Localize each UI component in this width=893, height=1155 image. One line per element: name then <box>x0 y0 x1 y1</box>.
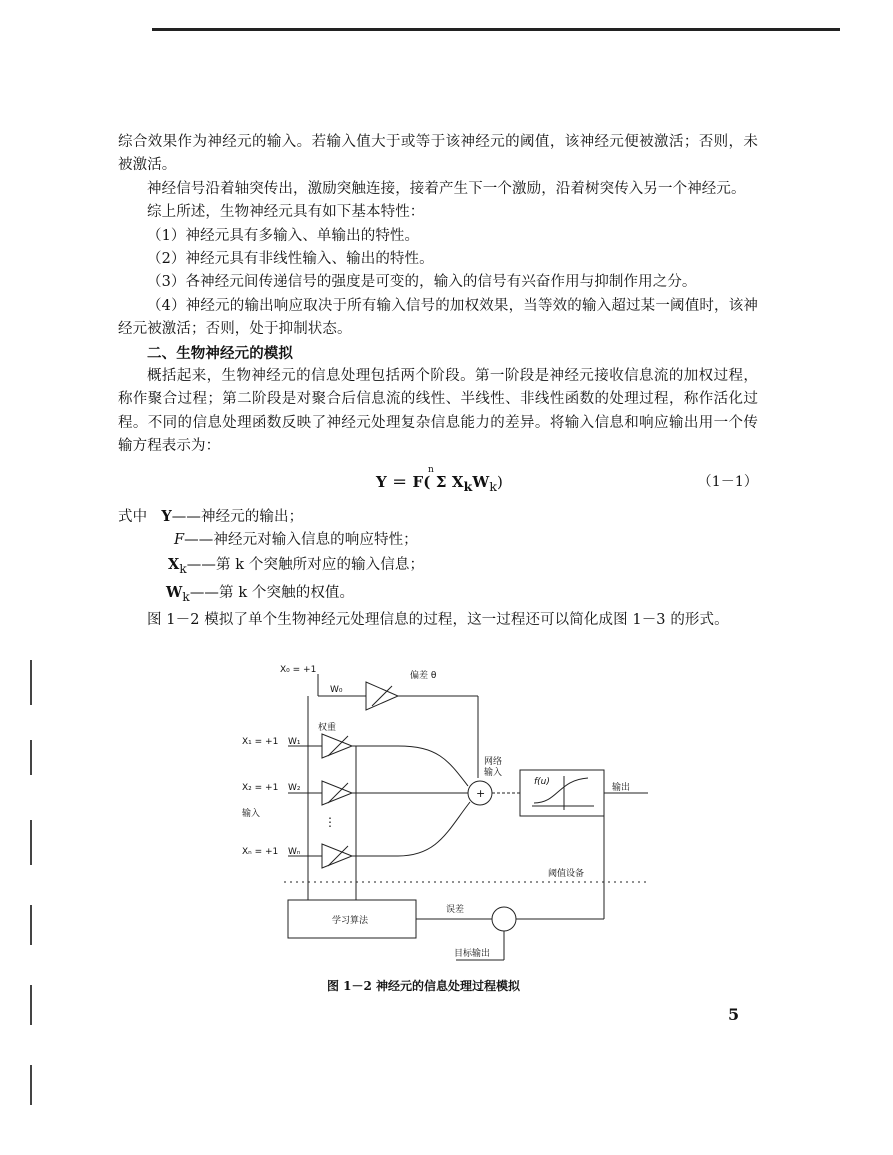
target-label: 目标输出 <box>454 949 491 959</box>
paragraph: 综上所述，生物神经元具有如下基本特性： <box>147 204 425 221</box>
input-label: 输入 <box>242 809 261 819</box>
binding-mark <box>30 660 32 705</box>
sum-symbol: + <box>476 787 486 800</box>
page-number: 5 <box>728 1005 740 1024</box>
binding-mark <box>30 740 32 775</box>
threshold-label: 阈值设备 <box>548 869 585 879</box>
x0-label: X₀ = +1 <box>280 665 317 675</box>
header-rule-gap <box>122 28 152 31</box>
weight-label: 权重 <box>318 723 337 733</box>
net-label: 网络 <box>484 757 503 767</box>
equation-number: （1－1） <box>697 473 758 490</box>
binding-mark <box>30 820 32 865</box>
learning-label: 学习算法 <box>332 916 369 926</box>
header-rule <box>122 28 840 31</box>
x2-label: X₂ = +1 <box>242 783 279 793</box>
section-heading: 二、生物神经元的模拟 <box>147 344 293 362</box>
activation-label: f(u) <box>534 777 550 787</box>
list-item: （2）神经元具有非线性输入、输出的特性。 <box>147 251 434 268</box>
list-item: （4）神经元的输出响应取决于所有输入信号的加权效果，当等效的输入超过某一阈值时，该神经元被激活；否则，处于抑制状态。 <box>118 297 758 338</box>
list-item: （3）各神经元间传递信号的强度是可变的，输入的信号有兴奋作用与抑制作用之分。 <box>147 274 697 291</box>
paragraph: 综合效果作为神经元的输入。若输入值大于或等于该神经元的阈值，该神经元便被激活；否则，未被激活。 <box>118 134 758 174</box>
neuron-diagram <box>228 660 668 976</box>
xn-label: Xₙ = +1 <box>242 847 279 857</box>
body-text <box>118 131 758 633</box>
binding-mark <box>30 1065 32 1105</box>
paragraph: 概括起来，生物神经元的信息处理包括两个阶段。第一阶段是神经元接收信息流的加权过程，称作聚合过程；第二阶段是对聚合后信息流的线性、半线性、非线性函数的处理过程，称作活化过程。不同的信息处理函数反映了神经元处理复杂信息能力的差异。将输入信息和响应输出用一个传输方程表示为： <box>118 368 758 455</box>
equation <box>118 463 758 499</box>
error-label: 误差 <box>446 905 465 915</box>
net-label: 输入 <box>484 768 503 778</box>
paragraph: 图 1－2 模拟了单个生物神经元处理信息的过程，这一过程还可以简化成图 1－3 的形式。 <box>147 612 729 629</box>
output-label: 输出 <box>612 783 631 793</box>
definitions: 式中 Y——神经元的输出； F——神经元对输入信息的响应特性； $X_k——$第 k 个突触所对应的输入信息； $W_k——$第 k 个突触的权值。 <box>118 507 425 604</box>
paragraph: 神经信号沿着轴突传出，激励突触连接，接着产生下一个激励，沿着树突传入另一个神经元。 <box>147 180 746 197</box>
wn-label: Wₙ <box>288 847 301 857</box>
w0-label: W₀ <box>330 685 343 695</box>
w2-label: W₂ <box>288 783 301 793</box>
binding-mark <box>30 905 32 945</box>
list-item: （1）神经元具有多输入、单输出的特性。 <box>147 227 420 244</box>
bias-label: 偏差 θ <box>410 671 437 681</box>
binding-mark <box>30 985 32 1025</box>
figure-caption: 图 1－2 神经元的信息处理过程模拟 <box>327 979 521 993</box>
sum-upper-limit: n <box>428 464 434 475</box>
equation-body: Y ＝ F( Σ $X_kW_k$) n <box>376 471 503 498</box>
x1-label: X₁ = +1 <box>242 737 279 747</box>
w1-label: W₁ <box>288 737 301 747</box>
dots-label: ⋮ <box>324 815 336 829</box>
